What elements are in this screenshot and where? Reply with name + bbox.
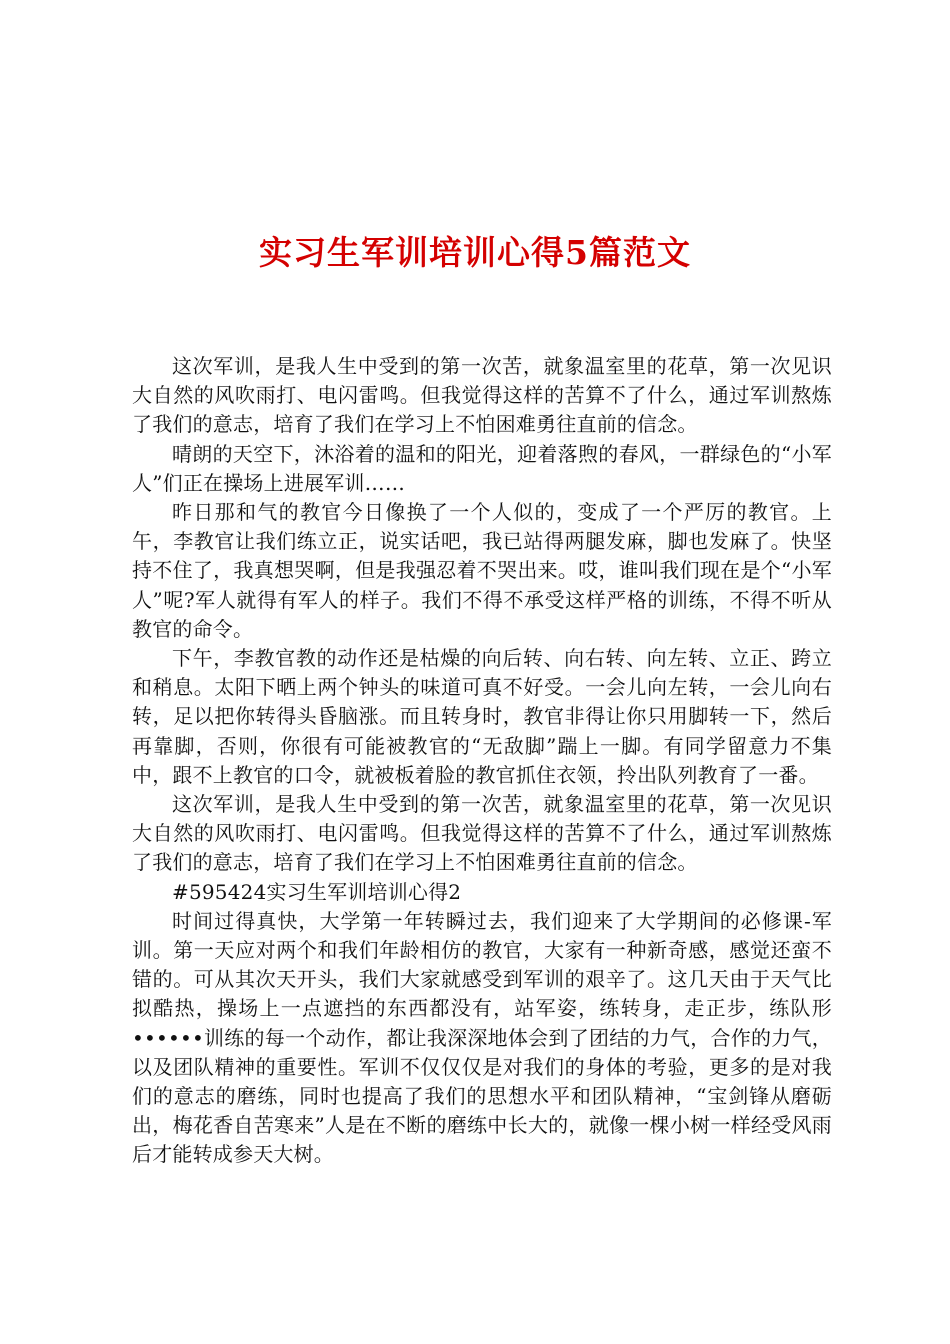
paragraph-1: 这次军训，是我人生中受到的第一次苦，就象温室里的花草，第一次见识大自然的风吹雨打、电闪雷鸣。但我觉得这样的苦算不了什么，通过军训熬炼了我们的意志，培育了我们在学习上不怕困难勇往直前的信念。 [132,354,832,437]
paragraph-2: 晴朗的天空下，沐浴着的温和的阳光，迎着落煦的春风，一群绿色的“小军人”们正在操场上进展军训…… [132,441,832,495]
document-body [132,352,832,1170]
paragraph-5: 这次军训，是我人生中受到的第一次苦，就象温室里的花草，第一次见识大自然的风吹雨打、电闪雷鸣。但我觉得这样的苦算不了什么，通过军训熬炼了我们的意志，培育了我们在学习上不怕困难勇往直前的信念。 [132,792,832,875]
paragraph-6: 时间过得真快，大学第一年转瞬过去，我们迎来了大学期间的必修课-军训。第一天应对两个和我们年龄相仿的教官，大家有一种新奇感，感觉还蛮不错的。可从其次天开头，我们大家就感受到军训的艰辛了。这几天由于天气比拟酷热，操场上一点遮挡的东西都没有，站军姿，练转身，走正步，练队形••••••训练的每一个动作，都让我深深地体会到了团结的力气，合作的力气，以及团队精神的重要性。军训不仅仅仅是对我们的身体的考验，更多的是对我们的意志的磨练，同时也提高了我们的思想水平和团队精神，“宝剑锋从磨砺出，梅花香自苦寒来”人是在不断的磨练中长大的，就像一棵小树一样经受风雨后才能转成参天大树。 [132,908,832,1167]
section-heading-2: #595424实习生军训培训心得2 [172,879,462,904]
paragraph-4: 下午，李教官教的动作还是枯燥的向后转、向右转、向左转、立正、跨立和稍息。太阳下晒上两个钟头的味道可真不好受。一会儿向左转，一会儿向右转，足以把你转得头昏脑涨。而且转身时，教官非得让你只用脚转一下，然后再靠脚，否则，你很有可能被教官的“无敌脚”踹上一脚。有同学留意力不集中，跟不上教官的口令，就被板着脸的教官抓住衣领，拎出队列教育了一番。 [132,646,832,787]
paragraph-3: 昨日那和气的教官今日像换了一个人似的，变成了一个严厉的教官。上午，李教官让我们练立正，说实话吧，我已站得两腿发麻，脚也发麻了。快坚持不住了，我真想哭啊，但是我强忍着不哭出来。哎，谁叫我们现在是个“小军人”呢?军人就得有军人的样子。我们不得不承受这样严格的训练，不得不听从教官的命令。 [132,500,832,641]
document-title: 实习生军训培训心得5篇范文 [259,233,691,273]
